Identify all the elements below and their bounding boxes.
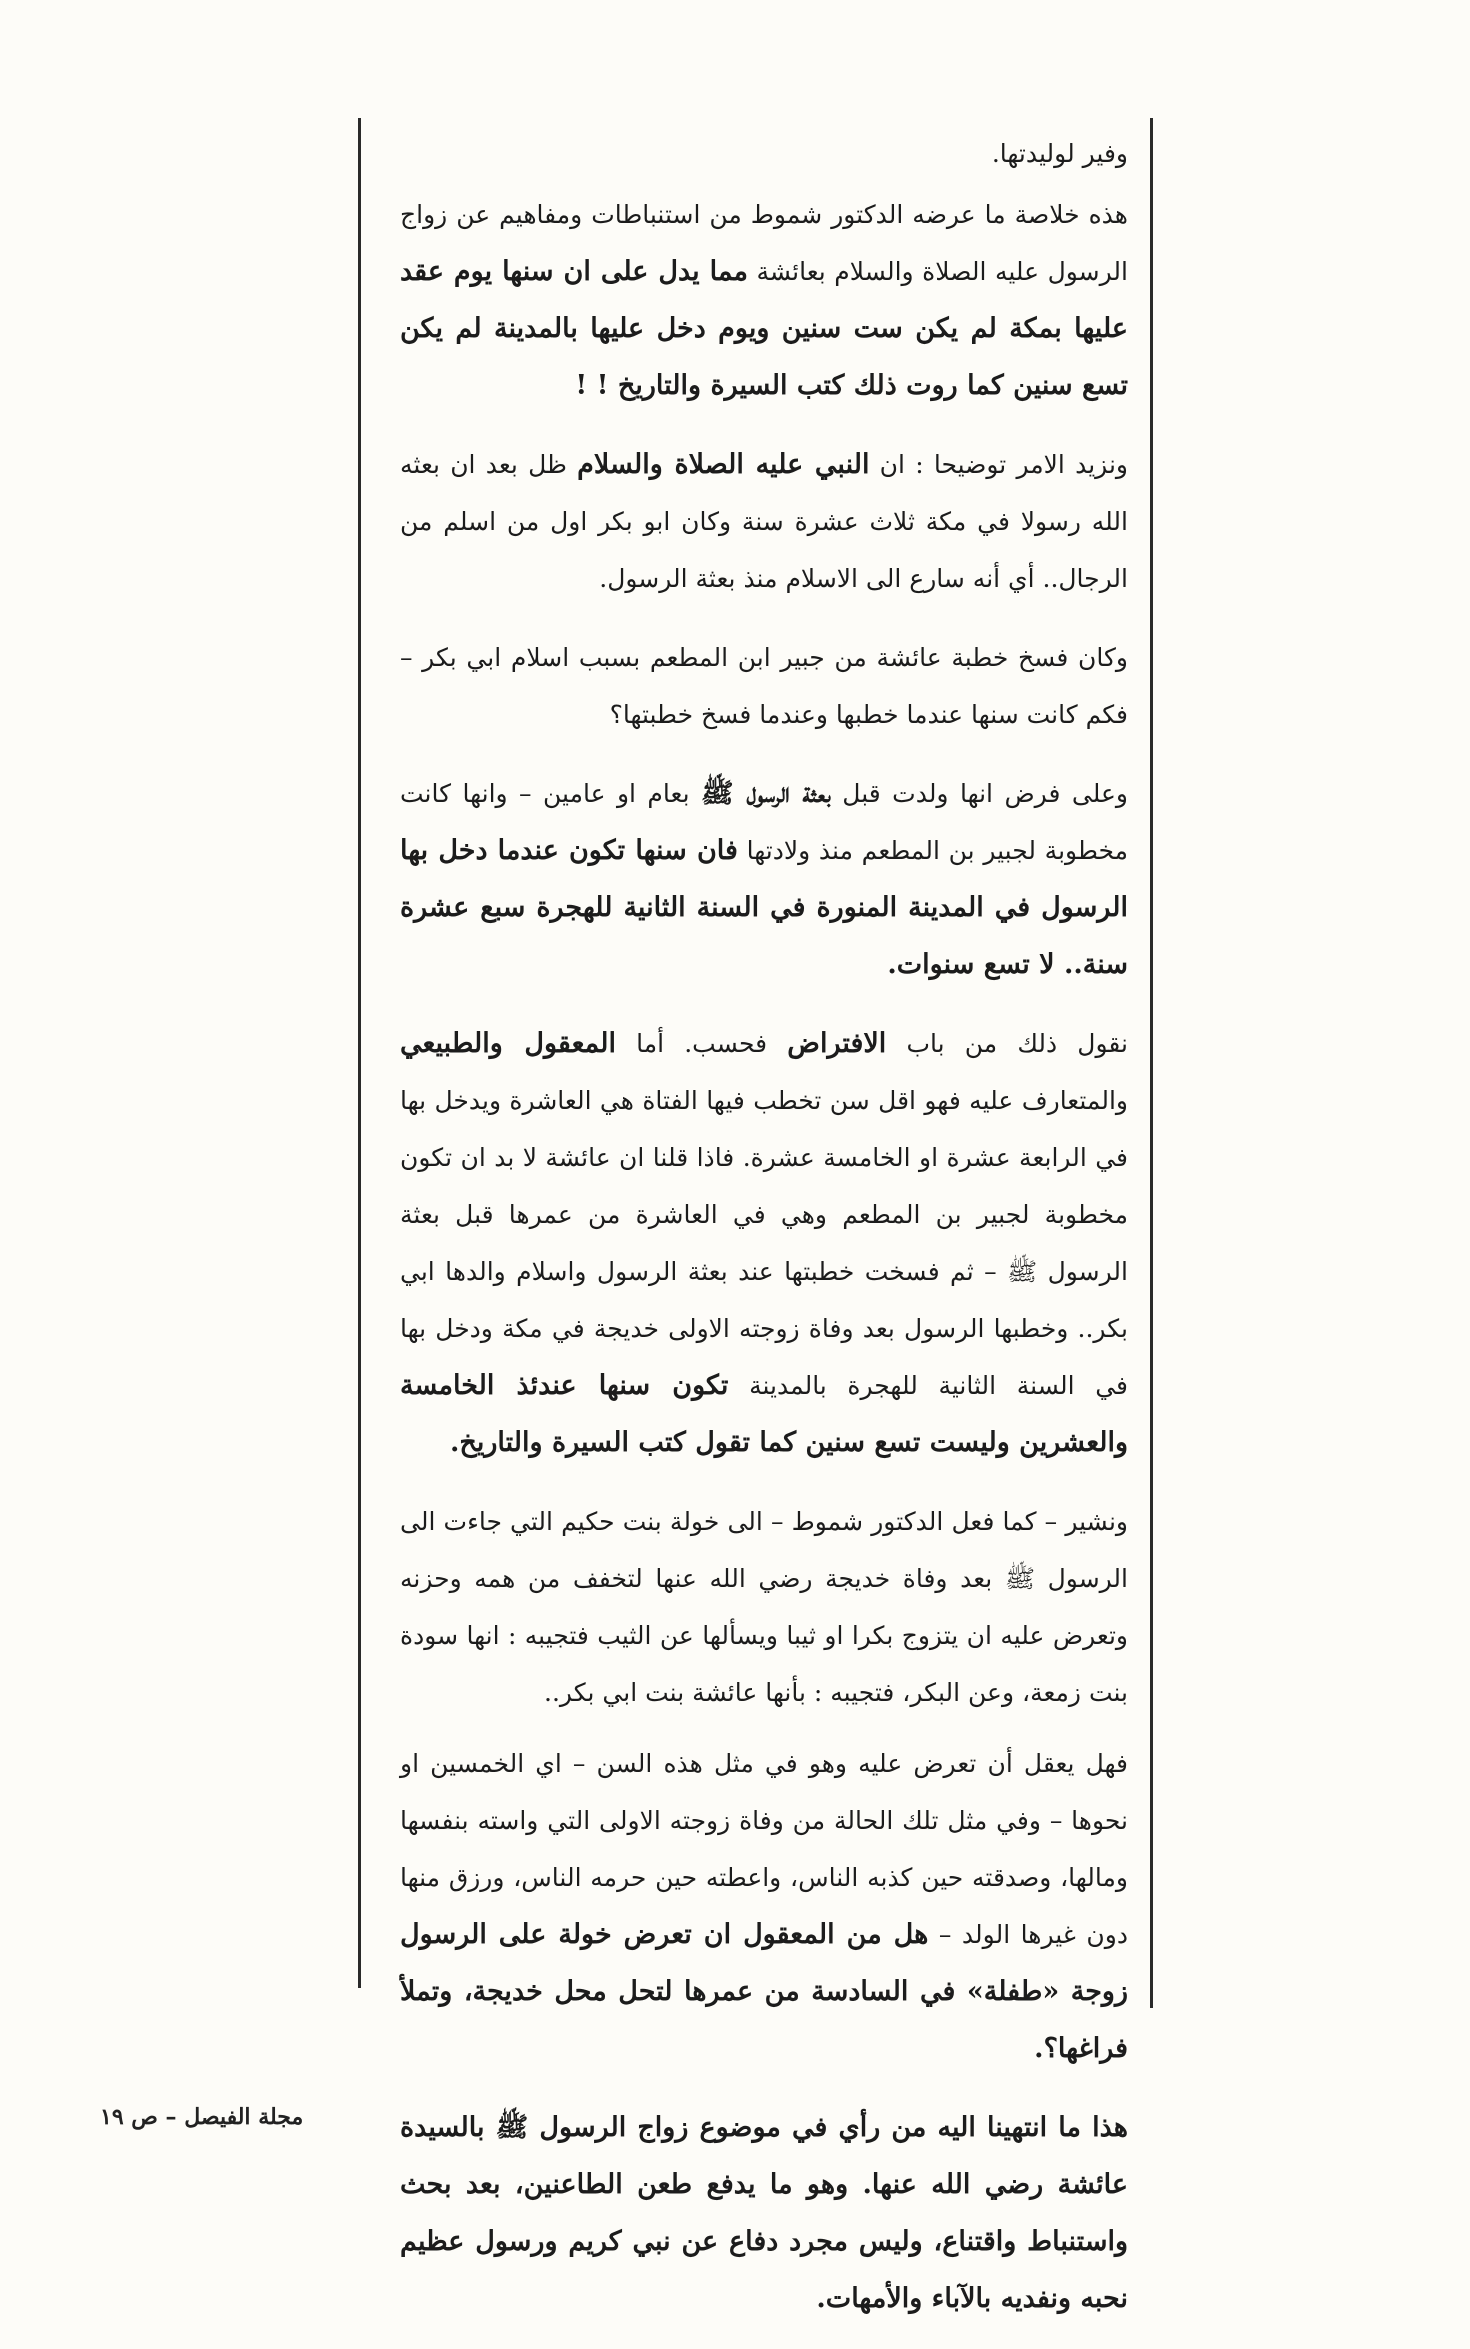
paragraph-5 [400,765,1128,993]
article-column [400,125,1128,2349]
text-segment: ظل بعد ان بعثه الله رسولا في مكة ثلاث عشرة سنة وكان ابو بكر اول من اسلم من الرجال.. أي أنه سارع الى الاسلام منذ بعثة الرسول. [400,450,1128,593]
text-segment: نقول ذلك من باب [886,1029,1128,1058]
bold-text-segment: مما يدل على ان سنها يوم عقد عليها بمكة لم يكن ست سنين ويوم دخل عليها بالمدينة لم يكن تسع سنين كما روت ذلك كتب السيرة والتاريخ ! ! [400,256,1128,401]
bold-text-segment: المعقول والطبيعي [400,1028,616,1059]
text-segment: وفير لوليدتها. [991,139,1128,168]
paragraph-6 [400,1015,1128,1471]
paragraph-9 [400,2099,1128,2327]
text-segment: والمتعارف عليه فهو اقل سن تخطب فيها الفتاة هي العاشرة ويدخل بها في الرابعة عشرة او الخامسة عشرة. فاذا قلنا ان عائشة لا بد ان تكون مخطوبة لجبير بن المطعم وهي في العاشرة من عمرها قبل بعثة الرسول ﷺ – ثم فسخت خطبتها عند بعثة الرسول واسلام والدها ابي بكر.. وخطبها الرسول بعد وفاة زوجته الاولى خديجة في مكة ودخل بها في السنة الثانية للهجرة بالمدينة [400,1086,1128,1400]
text-segment: ونشير – كما فعل الدكتور شموط – الى خولة بنت حكيم التي جاءت الى الرسول ﷺ بعد وفاة خديجة رضي الله عنها لتخفف من همه وحزنه وتعرض عليه ان يتزوج بكرا او ثيبا ويسألها عن الثيب فتجيبه : انها سودة بنت زمعة، وعن البكر، فتجيبه : بأنها عائشة بنت ابي بكر.. [400,1507,1128,1707]
bold-text-segment: هذا ما انتهينا اليه من رأي في موضوع زواج الرسول ﷺ بالسيدة عائشة رضي الله عنها. وهو ما يدفع طعن الطاعنين، بعد بحث واستنباط واقتناع، وليس مجرد دفاع عن نبي كريم ورسول عظيم نحبه ونفديه بالآباء والأمهات. [400,2112,1128,2314]
paragraph-3 [400,436,1128,607]
text-segment: وكان فسخ خطبة عائشة من جبير ابن المطعم بسبب اسلام ابي بكر – فكم كانت سنها عندما خطبها وعندما فسخ خطبتها؟ [400,643,1128,729]
paragraph-8 [400,1735,1128,2077]
text-segment: وعلى فرض انها ولدت قبل [830,779,1128,808]
text-segment: بعام او عامين – وانها كانت مخطوبة لجبير بن المطعم منذ ولادتها [400,779,1128,865]
bold-text-segment: الافتراض [787,1028,887,1059]
paragraph-2 [400,186,1128,414]
page-footer: مجلة الفيصل – ص ١٩ [100,2104,304,2130]
bold-text-segment: النبي عليه الصلاة والسلام [577,449,870,480]
text-segment: فحسب. أما [615,1029,788,1058]
paragraph-4 [400,629,1128,743]
paragraph-1 [400,125,1128,182]
bold-text-segment: فان سنها تكون عندما دخل بها الرسول في المدينة المنورة في السنة الثانية للهجرة سبع عشرة سنة.. لا تسع سنوات. [400,835,1128,980]
column-right-rule [1150,118,1153,2008]
bold-text-segment: هل من المعقول ان تعرض خولة على الرسول زوجة «طفلة» في السادسة من عمرها لتحل محل خديجة، وتملأ فراغها؟. [400,1919,1128,2064]
text-segment: هذه خلاصة ما عرضه الدكتور شموط من استنباطات ومفاهيم عن زواج الرسول عليه الصلاة والسلام بعائشة [400,200,1128,286]
text-segment: ونزيد الامر توضيحا : ان [869,450,1128,479]
text-segment: فهل يعقل أن تعرض عليه وهو في مثل هذه السن – اي الخمسين او نحوها – وفي مثل تلك الحالة من وفاة زوجته الاولى التي واسته بنفسها ومالها، وصدقته حين كذبه الناس، واعطته حين حرمه الناس، ورزق منها دون غيرها الولد – [400,1749,1128,1949]
bold-text-segment: بعثة الرسول ﷺ [701,778,831,809]
column-left-rule [358,118,361,1988]
bold-text-segment: تكون سنها عندئذ الخامسة والعشرين وليست تسع سنين كما تقول كتب السيرة والتاريخ. [400,1370,1128,1458]
paragraph-7 [400,1493,1128,1721]
